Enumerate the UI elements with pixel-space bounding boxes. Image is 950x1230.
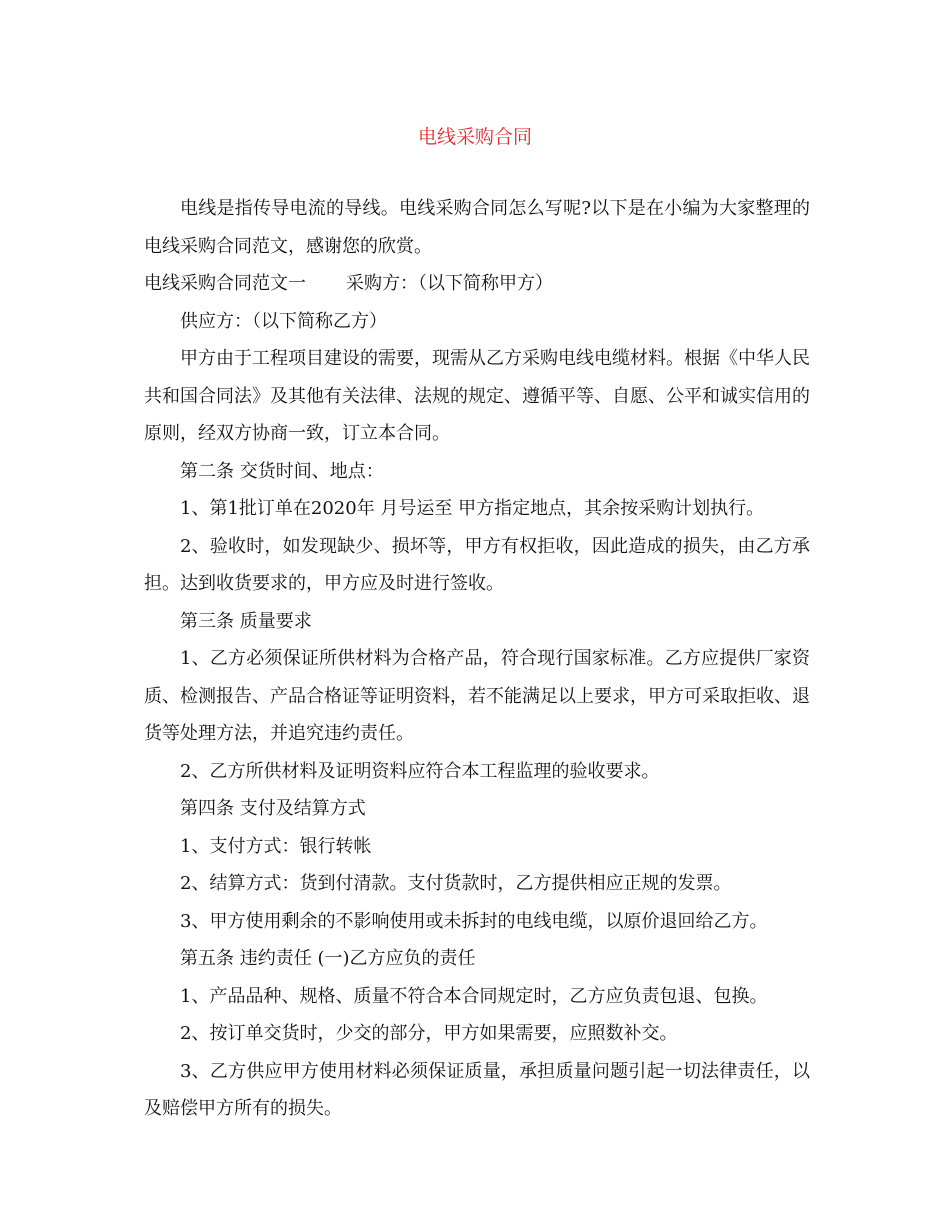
document-title: 电线采购合同	[417, 126, 532, 148]
article-3-title: 第三条 质量要求	[180, 610, 312, 632]
sample-heading-line	[144, 265, 810, 303]
buyer-line: 采购方：（以下简称甲方）	[346, 273, 553, 294]
article-2-item-1: 1、第1批订单在2020年 月号运至 甲方指定地点，其余按采购计划执行。	[180, 498, 765, 519]
intro-paragraph: 电线是指传导电流的导线。电线采购合同怎么写呢?以下是在小编为大家整理的电线采购合同范文，感谢您的欣赏。	[144, 198, 810, 257]
article-5-item-2: 2、按订单交货时，少交的部分，甲方如果需要，应照数补交。	[180, 1023, 678, 1044]
document-body	[144, 190, 810, 1128]
article-4-title: 第四条 支付及结算方式	[180, 798, 366, 819]
article-4-item-2: 2、结算方式：货到付清款。支付货款时，乙方提供相应正规的发票。	[180, 873, 732, 894]
article-4-item-1: 1、支付方式：银行转帐	[180, 835, 372, 857]
article-4-item-3: 3、甲方使用剩余的不影响使用或未拆封的电线电缆，以原价退回给乙方。	[180, 910, 768, 932]
article-3-item-2: 2、乙方所供材料及证明资料应符合本工程监理的验收要求。	[180, 760, 660, 782]
article-3-item-1: 1、乙方必须保证所供材料为合格产品，符合现行国家标准。乙方应提供厂家资质、检测报告、产品合格证等证明资料，若不能满足以上要求，甲方可采取拒收、退货等处理方法，并追究违约责任。	[144, 648, 810, 744]
sample-heading: 电线采购合同范文一	[144, 273, 306, 294]
article-5-title: 第五条 违约责任 (一)乙方应负的责任	[180, 948, 476, 969]
article-5-item-3: 3、乙方供应甲方使用材料必须保证质量，承担质量问题引起一切法律责任，以及赔偿甲方所有的损失。	[144, 1060, 810, 1119]
article-2-item-2: 2、验收时，如发现缺少、损坏等，甲方有权拒收，因此造成的损失，由乙方承担。达到收货要求的，甲方应及时进行签收。	[144, 535, 810, 594]
preamble-paragraph: 甲方由于工程项目建设的需要，现需从乙方采购电线电缆材料。根据《中华人民共和国合同法》及其他有关法律、法规的规定、遵循平等、自愿、公平和诚实信用的原则，经双方协商一致，订立本合同。	[144, 348, 810, 444]
supplier-line: 供应方：（以下简称乙方）	[180, 310, 387, 332]
article-2-title: 第二条 交货时间、地点：	[180, 460, 384, 482]
article-5-item-1: 1、产品品种、规格、质量不符合本合同规定时，乙方应负责包退、包换。	[180, 985, 768, 1007]
